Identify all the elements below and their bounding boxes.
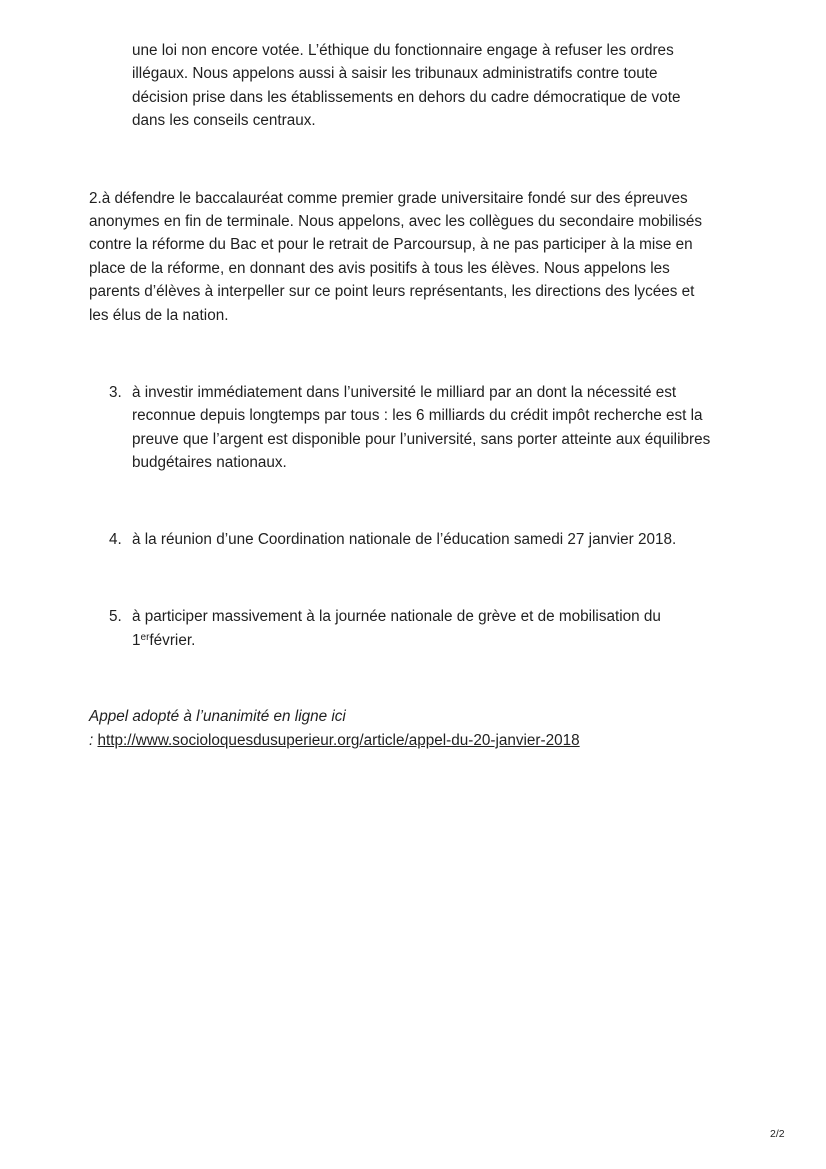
text-line: anonymes en fin de terminale. Nous appelons, avec les collègues du secondaire mobilisés: [89, 213, 703, 230]
appeal-link[interactable]: http://www.socioloquesdusuperieur.org/article/appel-du-20-janvier-2018: [97, 732, 580, 749]
ordinal-suffix: er: [140, 632, 150, 643]
text-line: décision prise dans les établissements en dehors du cadre démocratique de vote: [132, 89, 681, 106]
text-line: parents d’élèves à interpeller sur ce point leurs représentants, les directions des lycées et: [89, 283, 695, 300]
date-line: [132, 629, 195, 653]
day-number: 1: [132, 632, 141, 649]
appeal-caption: Appel adopté à l’unanimité en ligne ici: [89, 708, 346, 725]
link-prefix: :: [89, 732, 98, 749]
month-text: février.: [149, 632, 196, 649]
list-number: 4.: [109, 531, 122, 548]
text-line: à la réunion d’une Coordination nationale de l’éducation samedi 27 janvier 2018.: [132, 531, 677, 548]
text-line: preuve que l’argent est disponible pour l’université, sans porter atteinte aux équilibres: [132, 431, 711, 448]
text-line: place de la réforme, en donnant des avis positifs à tous les élèves. Nous appelons les: [89, 260, 670, 277]
text-line: à participer massivement à la journée nationale de grève et de mobilisation du: [132, 608, 661, 625]
text-line: reconnue depuis longtemps par tous : les 6 milliards du crédit impôt recherche est la: [132, 407, 703, 424]
text-line: 2.à défendre le baccalauréat comme premier grade universitaire fondé sur des épreuves: [89, 190, 688, 207]
text-line: dans les conseils centraux.: [132, 112, 316, 129]
text-line: contre la réforme du Bac et pour le retrait de Parcoursup, à ne pas participer à la mise en: [89, 236, 693, 253]
link-line: [89, 729, 580, 753]
text-line: à investir immédiatement dans l’université le milliard par an dont la nécessité est: [132, 384, 677, 401]
text-line: budgétaires nationaux.: [132, 454, 287, 471]
list-number: 5.: [109, 608, 122, 625]
list-number: 3.: [109, 384, 122, 401]
text-line: une loi non encore votée. L’éthique du fonctionnaire engage à refuser les ordres: [132, 42, 674, 59]
text-line: illégaux. Nous appelons aussi à saisir les tribunaux administratifs contre toute: [132, 65, 658, 82]
page-number: 2/2: [770, 1128, 785, 1140]
text-line: les élus de la nation.: [89, 307, 229, 324]
